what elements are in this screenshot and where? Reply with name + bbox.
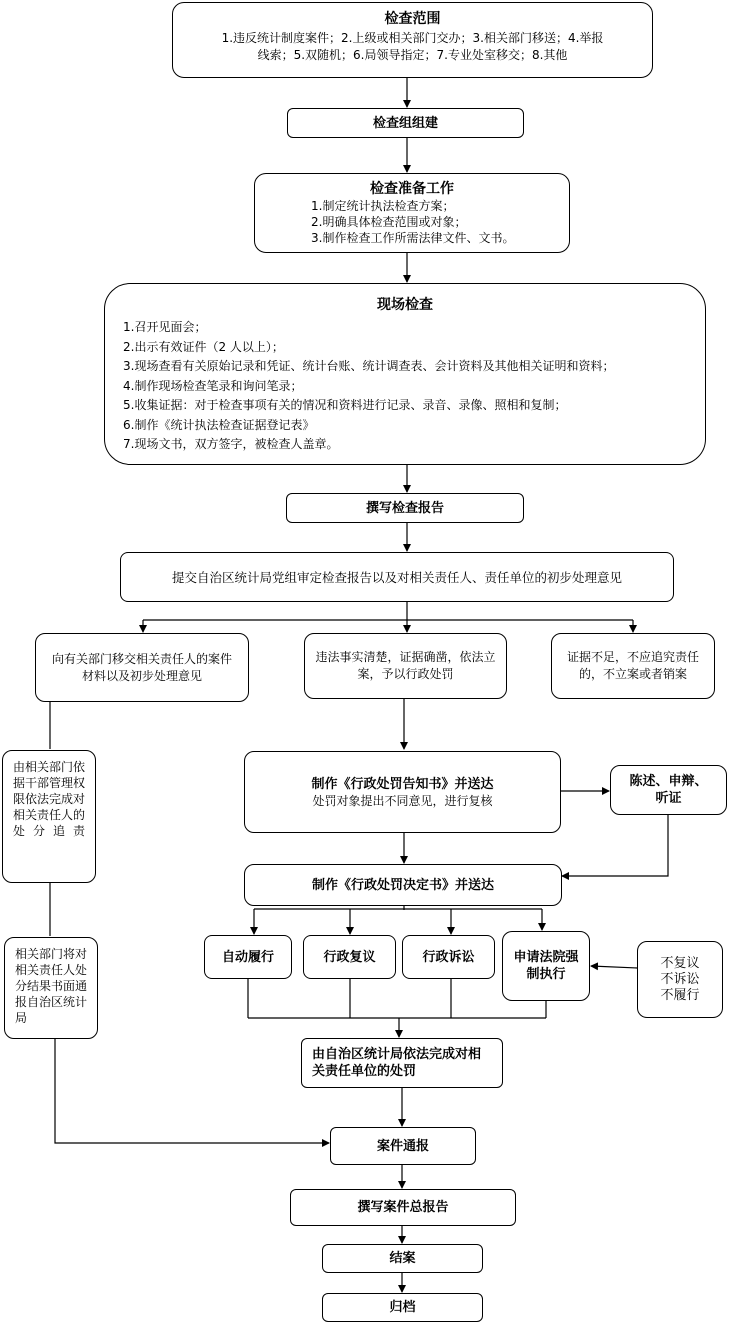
scope-line-2: 线索；5.双随机；6.局领导指定；7.专业处室移交；8.其他 [257, 48, 568, 62]
prep-title: 检查准备工作 [370, 181, 454, 197]
submit-label: 提交自治区统计局党组审定检查报告以及对相关责任人、责任单位的初步处理意见 [171, 569, 622, 585]
arrow-noappeal-to-enforce [591, 966, 637, 968]
dept-report-box [4, 937, 98, 1039]
decision-label: 制作《行政处罚决定书》并送达 [311, 877, 494, 893]
no-appeal-line-3: 不履行 [660, 988, 700, 1003]
case-notice-label: 案件通报 [376, 1138, 429, 1154]
write-report-label: 撰写检查报告 [365, 500, 444, 516]
no-appeal-line-2: 不诉讼 [660, 972, 700, 987]
onsite-item-3: 3.现场查看有关原始记录和凭证、统计台账、统计调查表、会计资料及其他相关证明和资料； [123, 359, 615, 373]
summary-box [290, 1189, 516, 1226]
prep-box [254, 173, 570, 253]
statement-label: 陈述、申辩、听证 [629, 774, 708, 806]
no-appeal-line-1: 不复议 [660, 956, 700, 971]
dept-handle-box [2, 750, 96, 883]
onsite-item-6: 6.制作《统计执法检查证据登记表》 [123, 417, 315, 432]
reconsider-label: 行政复议 [323, 949, 376, 965]
summary-label: 撰写案件总报告 [357, 1200, 449, 1215]
prep-item-1: 1.制定统计执法检查方案； [311, 199, 455, 213]
transfer-box [35, 633, 249, 702]
onsite-item-7: 7.现场文书，双方签字，被检查人盖章。 [123, 437, 339, 451]
insufficient-label: 证据不足，不应追究责任的，不立案或者销案 [566, 650, 699, 681]
arrow-statement-to-decision [562, 815, 668, 876]
decision-box [244, 864, 562, 906]
notice-title: 制作《行政处罚告知书》并送达 [311, 777, 494, 792]
prep-item-2: 2.明确具体检查范围或对象； [311, 215, 467, 229]
team-build-label: 检查组组建 [372, 115, 438, 131]
complete-label: 由自治区统计局依法完成对相关责任单位的处罚 [312, 1047, 482, 1079]
case-notice-box [330, 1127, 476, 1165]
close-case-label: 结案 [389, 1251, 416, 1266]
enforce-box [502, 931, 590, 1001]
no-appeal-box [637, 941, 723, 1018]
onsite-item-2: 2.出示有效证件（2 人以上）； [123, 339, 284, 354]
onsite-item-5: 5.收集证据：对于检查事项有关的情况和资料进行记录、录音、录像、照相和复制； [123, 398, 567, 412]
illegal-label: 违法事实清楚，证据确凿，依法立案，予以行政处罚 [315, 650, 496, 681]
auto-perform-label: 自动履行 [221, 949, 274, 965]
illegal-box [304, 633, 507, 699]
submit-box [120, 552, 674, 602]
statement-box [610, 765, 727, 815]
write-report-box [286, 493, 524, 523]
onsite-item-1: 1.召开见面会； [123, 320, 207, 334]
scope-line-1: 1.违反统计制度案件；2.上级或相关部门交办；3.相关部门移送；4.举报 [221, 31, 604, 45]
close-case-box [322, 1244, 483, 1273]
notice-box [244, 751, 561, 833]
complete-box [301, 1038, 503, 1088]
archive-label: 归档 [389, 1300, 416, 1315]
prep-item-3: 3.制作检查工作所需法律文件、文书。 [311, 231, 515, 245]
notice-sub: 处罚对象提出不同意见，进行复核 [312, 794, 493, 808]
arrow-dept-report-to-case-notice [55, 1039, 329, 1143]
onsite-item-4: 4.制作现场检查笔录和询问笔录； [123, 378, 303, 393]
onsite-box [104, 283, 706, 465]
scope-title: 检查范围 [384, 11, 441, 27]
dept-report-label: 相关部门将对相关责任人处分结果书面通报自治区统计局 [15, 947, 88, 1025]
reconsider-box [303, 935, 396, 979]
onsite-title: 现场检查 [377, 297, 433, 313]
dept-handle-label: 由相关部门依据干部管理权限依法完成对相关责任人的处分追责 [13, 760, 86, 838]
auto-perform-box [204, 935, 292, 979]
insufficient-box [551, 633, 715, 699]
team-build-box [287, 108, 524, 138]
litigation-label: 行政诉讼 [422, 949, 475, 965]
transfer-label: 向有关部门移交相关责任人的案件材料以及初步处理意见 [51, 651, 232, 683]
litigation-box [402, 935, 495, 979]
enforce-label: 申请法院强制执行 [513, 950, 579, 982]
scope-box [172, 2, 653, 78]
archive-box [322, 1293, 483, 1322]
